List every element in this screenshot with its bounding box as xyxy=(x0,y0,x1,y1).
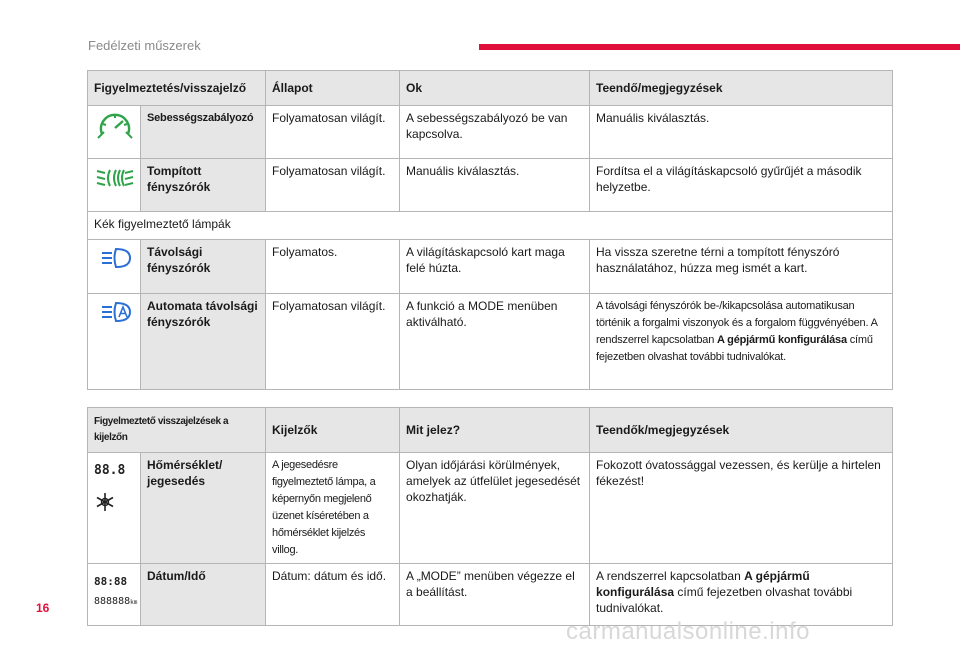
action-text: című fejezetben olvashat további tudnivalókat. xyxy=(596,334,873,363)
lamp-cause: A funkció a MODE menüben aktiválható. xyxy=(400,294,590,390)
column-header: Ok xyxy=(400,71,590,106)
icon-cell xyxy=(88,564,141,626)
column-header: Figyelmeztetés/visszajelző xyxy=(88,71,266,106)
datetime-display-icon xyxy=(94,574,138,611)
snowflake-icon xyxy=(94,491,116,513)
warning-action xyxy=(590,564,893,626)
lamp-action: Fordítsa el a világításkapcsoló gyűrűjét a második helyzetbe. xyxy=(590,159,893,212)
column-header: Figyelmeztető visszajelzések a kijelzőn xyxy=(88,408,266,453)
warning-meaning: A „MODE” menüben végezze el a beállítást. xyxy=(400,564,590,626)
lamp-action: Manuális kiválasztás. xyxy=(590,106,893,159)
cruise-control-icon xyxy=(94,110,136,144)
warning-meaning: Olyan időjárási körülmények, amelyek az útfelület jegesedését okozhatják. xyxy=(400,453,590,564)
warning-action: Fokozott óvatossággal vezessen, és kerülje a hirtelen fékezést! xyxy=(590,453,893,564)
column-header: Teendők/megjegyzések xyxy=(590,408,893,453)
table-row xyxy=(88,159,893,212)
table-row xyxy=(88,564,893,626)
lamp-state: Folyamatosan világít. xyxy=(266,159,400,212)
column-header: Teendő/megjegyzések xyxy=(590,71,893,106)
warning-display: Dátum: dátum és idő. xyxy=(266,564,400,626)
blue-lamps-section-label: Kék figyelmeztető lámpák xyxy=(88,212,893,240)
icon-cell xyxy=(88,106,141,159)
table-row xyxy=(88,106,893,159)
lamp-name: Sebességszabályozó xyxy=(141,106,266,159)
dipped-beam-icon xyxy=(94,163,136,193)
action-text: A rendszerrel kapcsolatban xyxy=(596,569,745,583)
warning-display: A jegesedésre figyelmeztető lámpa, a képernyőn megjelenő üzenet kíséretében a hőmérséklet kijelzés villog. xyxy=(266,453,400,564)
lamp-action: Ha vissza szeretne térni a tompított fényszóró használatához, húzza meg ismét a kart. xyxy=(590,240,893,294)
icon-cell xyxy=(88,453,141,564)
lamp-action xyxy=(590,294,893,390)
icon-cell xyxy=(88,240,141,294)
table-row xyxy=(88,453,893,564)
column-header: Állapot xyxy=(266,71,400,106)
time-digits: 88:88 xyxy=(94,575,128,588)
page-number: 16 xyxy=(36,601,50,615)
display-warnings-table xyxy=(87,407,893,626)
header-accent-bar xyxy=(479,44,960,50)
main-beam-icon xyxy=(94,244,136,272)
table-row xyxy=(88,240,893,294)
lamp-state: Folyamatosan világít. xyxy=(266,106,400,159)
chapter-reference: A gépjármű konfigurálása xyxy=(716,334,847,346)
chapter-reference: A gépjármű konfigurálása xyxy=(596,569,810,599)
lamp-state: Folyamatos. xyxy=(266,240,400,294)
action-text: című fejezetben olvashat további tudnivalókat. xyxy=(596,585,853,615)
warning-lamps-table xyxy=(87,70,893,390)
icon-cell xyxy=(88,294,141,390)
lamp-name: Távolsági fényszórók xyxy=(141,240,266,294)
lamp-cause: Manuális kiválasztás. xyxy=(400,159,590,212)
warning-name: Dátum/Idő xyxy=(141,564,266,626)
lamp-name: Tompított fényszórók xyxy=(141,159,266,212)
lamp-cause: A sebességszabályozó be van kapcsolva. xyxy=(400,106,590,159)
lamp-name: Automata távolsági fényszórók xyxy=(141,294,266,390)
warning-name: Hőmérséklet/ jegesedés xyxy=(141,453,266,564)
unit-label: km xyxy=(130,599,138,606)
lamp-state: Folyamatosan világít. xyxy=(266,294,400,390)
table-header-row xyxy=(88,408,893,453)
action-text: A távolsági fényszórók be-/kikapcsolása automatikusan történik a forgalmi viszonyok és a forgalom függvényében. A rendszerrel kapcsolatban xyxy=(596,300,878,346)
section-row xyxy=(88,212,893,240)
column-header: Kijelzők xyxy=(266,408,400,453)
column-header: Mit jelez? xyxy=(400,408,590,453)
section-title: Fedélzeti műszerek xyxy=(88,38,201,53)
temperature-display-icon: 88.8 xyxy=(94,463,126,478)
date-digits: 888888 xyxy=(94,596,131,607)
lamp-cause: A világításkapcsoló kart maga felé húzta. xyxy=(400,240,590,294)
table-row xyxy=(88,294,893,390)
watermark: carmanualsonline.info xyxy=(566,618,810,645)
auto-main-beam-icon xyxy=(94,298,136,326)
icon-cell xyxy=(88,159,141,212)
table-header-row xyxy=(88,71,893,106)
